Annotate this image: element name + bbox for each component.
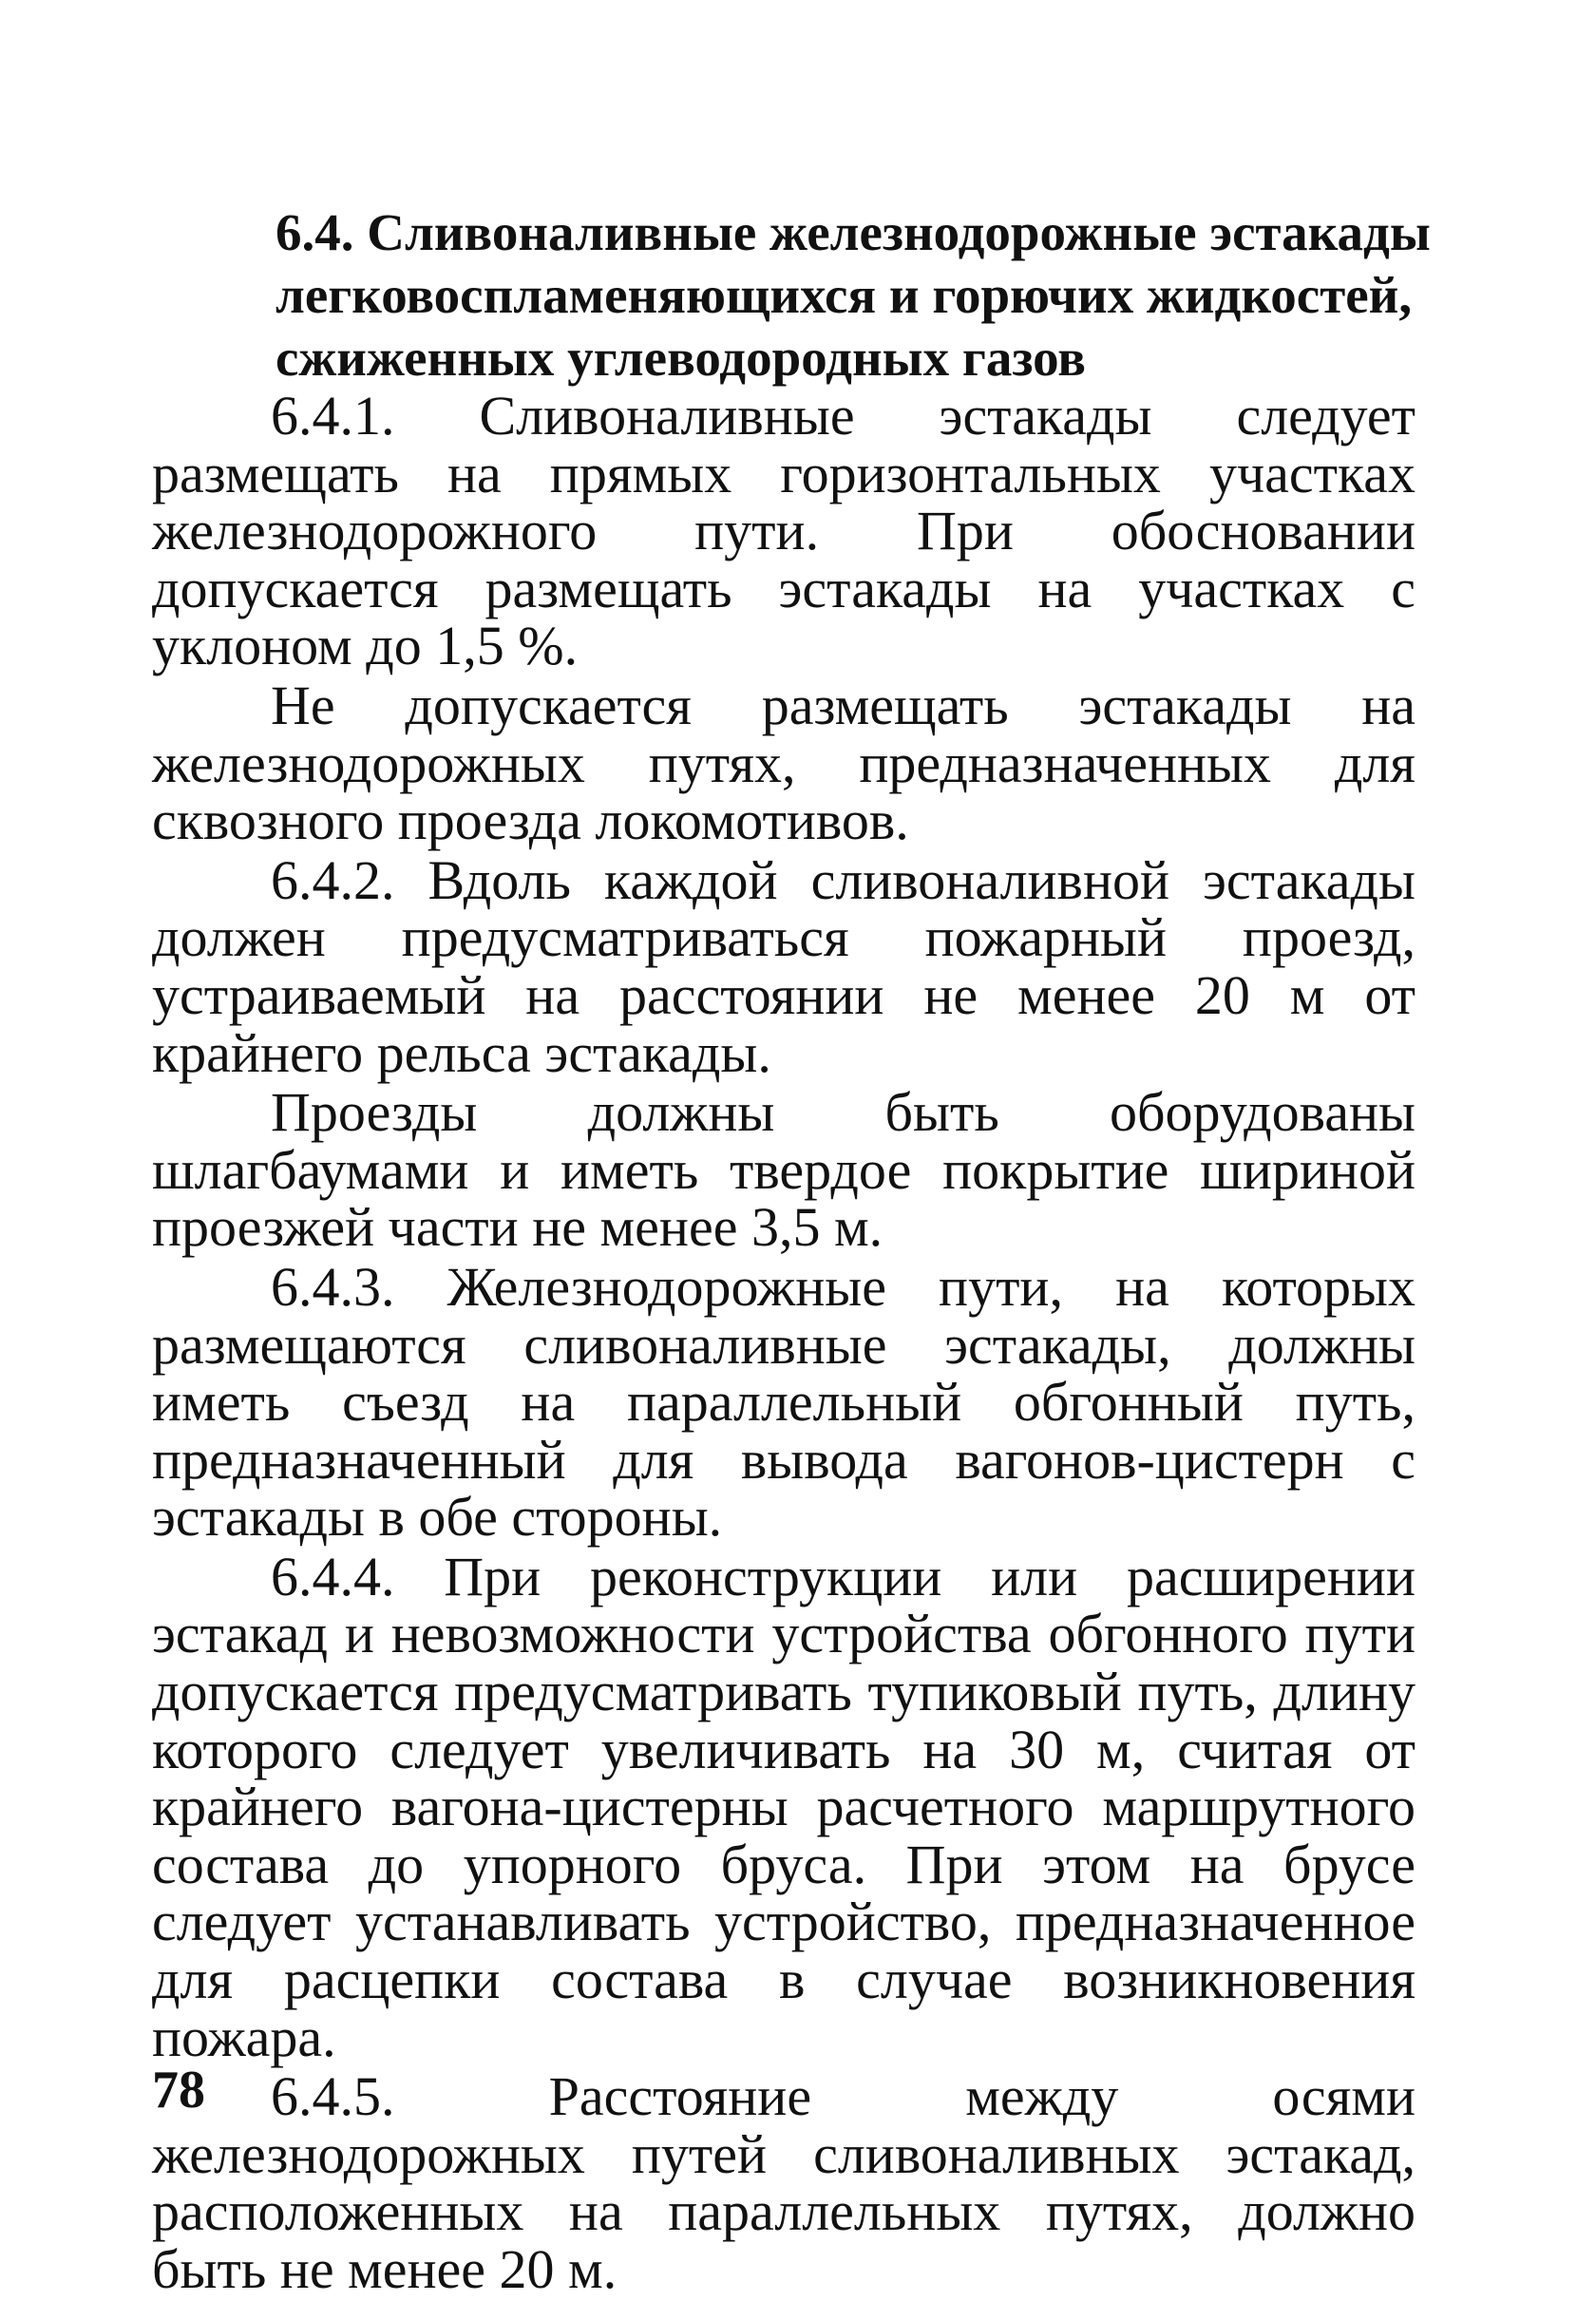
paragraph-6-4-4: 6.4.4. При реконструкции или расширении эстакад и невозможности устройства обгонного пути допускается предусматривать тупиковый путь, длину которого следует увеличивать на 30 м, считая от крайнего вагона-цистерны расчетного маршрутного состава до упорного бруса. При этом на брусе следует устанавливать устройство, предназначенное для расцепки состава в случае возникновения пожара. — [152, 1545, 1416, 2068]
paragraph-6-4-1-note: Не допускается размещать эстакады на железнодорожных путях, предназначенных для сквозного проезда локомотивов. — [152, 674, 1416, 852]
section-heading-line: легковоспламеняющихся и горючих жидкостей, — [276, 266, 1413, 324]
paragraph-6-4-5: 6.4.5. Расстояние между осями железнодорожных путей сливоналивных эстакад, расположенных на параллельных путях, должно быть не менее 20 м. — [152, 2065, 1416, 2300]
paragraph-6-4-1: 6.4.1. Сливоналивные эстакады следует размещать на прямых горизонтальных участках железнодорожного пути. При обосновании допускается размещать эстакады на участках с уклоном до 1,5 %. — [152, 385, 1416, 677]
document-body — [152, 385, 1416, 2301]
section-heading — [276, 201, 1431, 390]
section-heading-line: сжиженных углеводородных газов — [276, 329, 1086, 387]
document-page — [152, 0, 1431, 2300]
paragraph-6-4-2: 6.4.2. Вдоль каждой сливоналивной эстакады должен предусматриваться пожарный проезд, устраиваемый на расстоянии не менее 20 м от крайнего рельса эстакады. — [152, 848, 1416, 1084]
paragraph-6-4-3: 6.4.3. Железнодорожные пути, на которых размещаются сливоналивные эстакады, должны иметь съезд на параллельный обгонный путь, предназначенный для вывода вагонов-цистерн с эстакады в обе стороны. — [152, 1255, 1416, 1549]
paragraph-6-4-2-note: Проезды должны быть оборудованы шлагбаумами и иметь твердое покрытие шириной проезжей части не менее 3,5 м. — [152, 1081, 1416, 1259]
section-heading-line: 6.4. Сливоналивные железнодорожные эстакады — [276, 203, 1431, 261]
page-number: 78 — [152, 2061, 205, 2120]
